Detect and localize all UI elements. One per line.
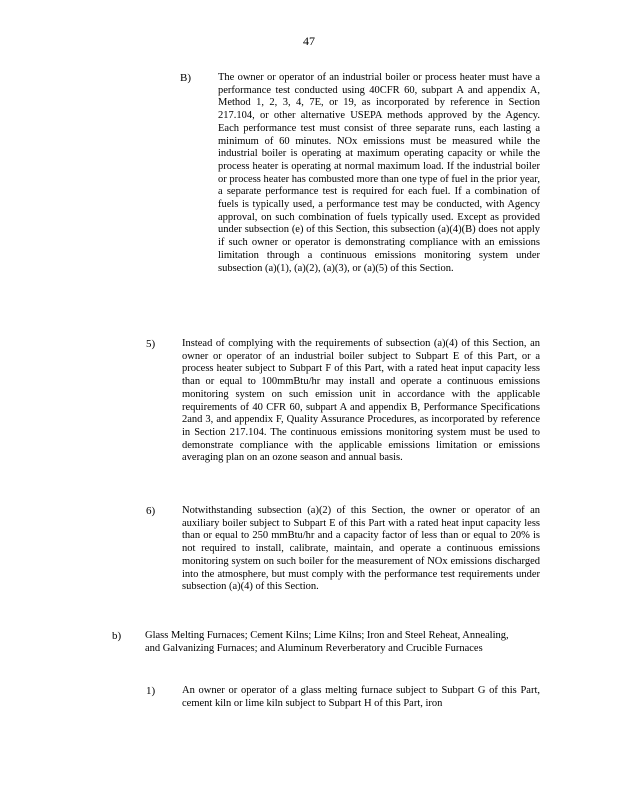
paragraph-5: Instead of complying with the requirements of subsection (a)(4) of this Section, an owner or operator of an industrial boiler subject to Subpart E of this Part, or a process heater subject to Subpart F of this Part, with a rated heat input capacity less than or equal to 100mmBtu/hr may install and operate a continuous emissions monitoring system on such emission unit in accordance with the applicable requirements of 40 CFR 60, subpart A and appendix B, Performance Specifications 2and 3, and appendix F, Quality Assurance Procedures, as incorporated by reference in Section 217.104. The continuous emissions monitoring system must be used to demonstrate compliance with the applicable emissions limitation or emissions averaging plan on an ozone season and annual basis. bbox=[182, 338, 540, 464]
paragraph-b-upper: The owner or operator of an industrial boiler or process heater must have a performance test conducted using 40CFR 60, subpart A and appendix A, Method 1, 2, 3, 4, 7E, or 19, as incorporated by reference in Section 217.104, or other alternative USEPA methods approved by the Agency. Each performance test must consist of three separate runs, each lasting a minimum of 60 minutes. NOx emissions must be measured while the industrial boiler is operating at maximum operating capacity or while the process heater is operating at normal maximum load. If the industrial boiler or process heater has combusted more than one type of fuel in the prior year, a separate performance test is required for each fuel. If a combination of fuels is typically used, a performance test may be conducted, with Agency approval, on such combination of fuels typically used. Except as provided under subsection (e) of this Section, this subsection (a)(4)(B) does not apply if such owner or operator is demonstrating compliance with an emissions limitation through a continuous emissions monitoring system under subsection (a)(1), (a)(2), (a)(3), or (a)(5) of this Section. bbox=[218, 72, 540, 274]
paragraph-1: An owner or operator of a glass melting furnace subject to Subpart G of this Part, cement kiln or lime kiln subject to Subpart H of this Part, iron bbox=[182, 685, 540, 709]
paragraph-6: Notwithstanding subsection (a)(2) of this Section, the owner or operator of an auxiliary boiler subject to Subpart E of this Part with a rated heat input capacity less than or equal to 250 mmBtu/hr and a capacity factor of less than or equal to 20% is not required to install, calibrate, maintain, and operate a continuous emissions monitoring system on such boiler for the measurement of NOx emissions discharged into the atmosphere, but must comply with the performance test requirements under subsection (a)(4) of this Section. bbox=[182, 505, 540, 593]
page-number: 47 bbox=[303, 34, 315, 48]
heading-b-lower: Glass Melting Furnaces; Cement Kilns; Lime Kilns; Iron and Steel Reheat, Annealing, and Galvanizing Furnaces; and Aluminum Reverberatory and Crucible Furnaces bbox=[145, 630, 509, 654]
item-marker-1: 1) bbox=[146, 685, 156, 697]
item-marker-b-upper: B) bbox=[180, 72, 191, 84]
item-marker-b-lower: b) bbox=[112, 630, 122, 642]
item-marker-6: 6) bbox=[146, 505, 156, 517]
item-marker-5: 5) bbox=[146, 338, 156, 350]
